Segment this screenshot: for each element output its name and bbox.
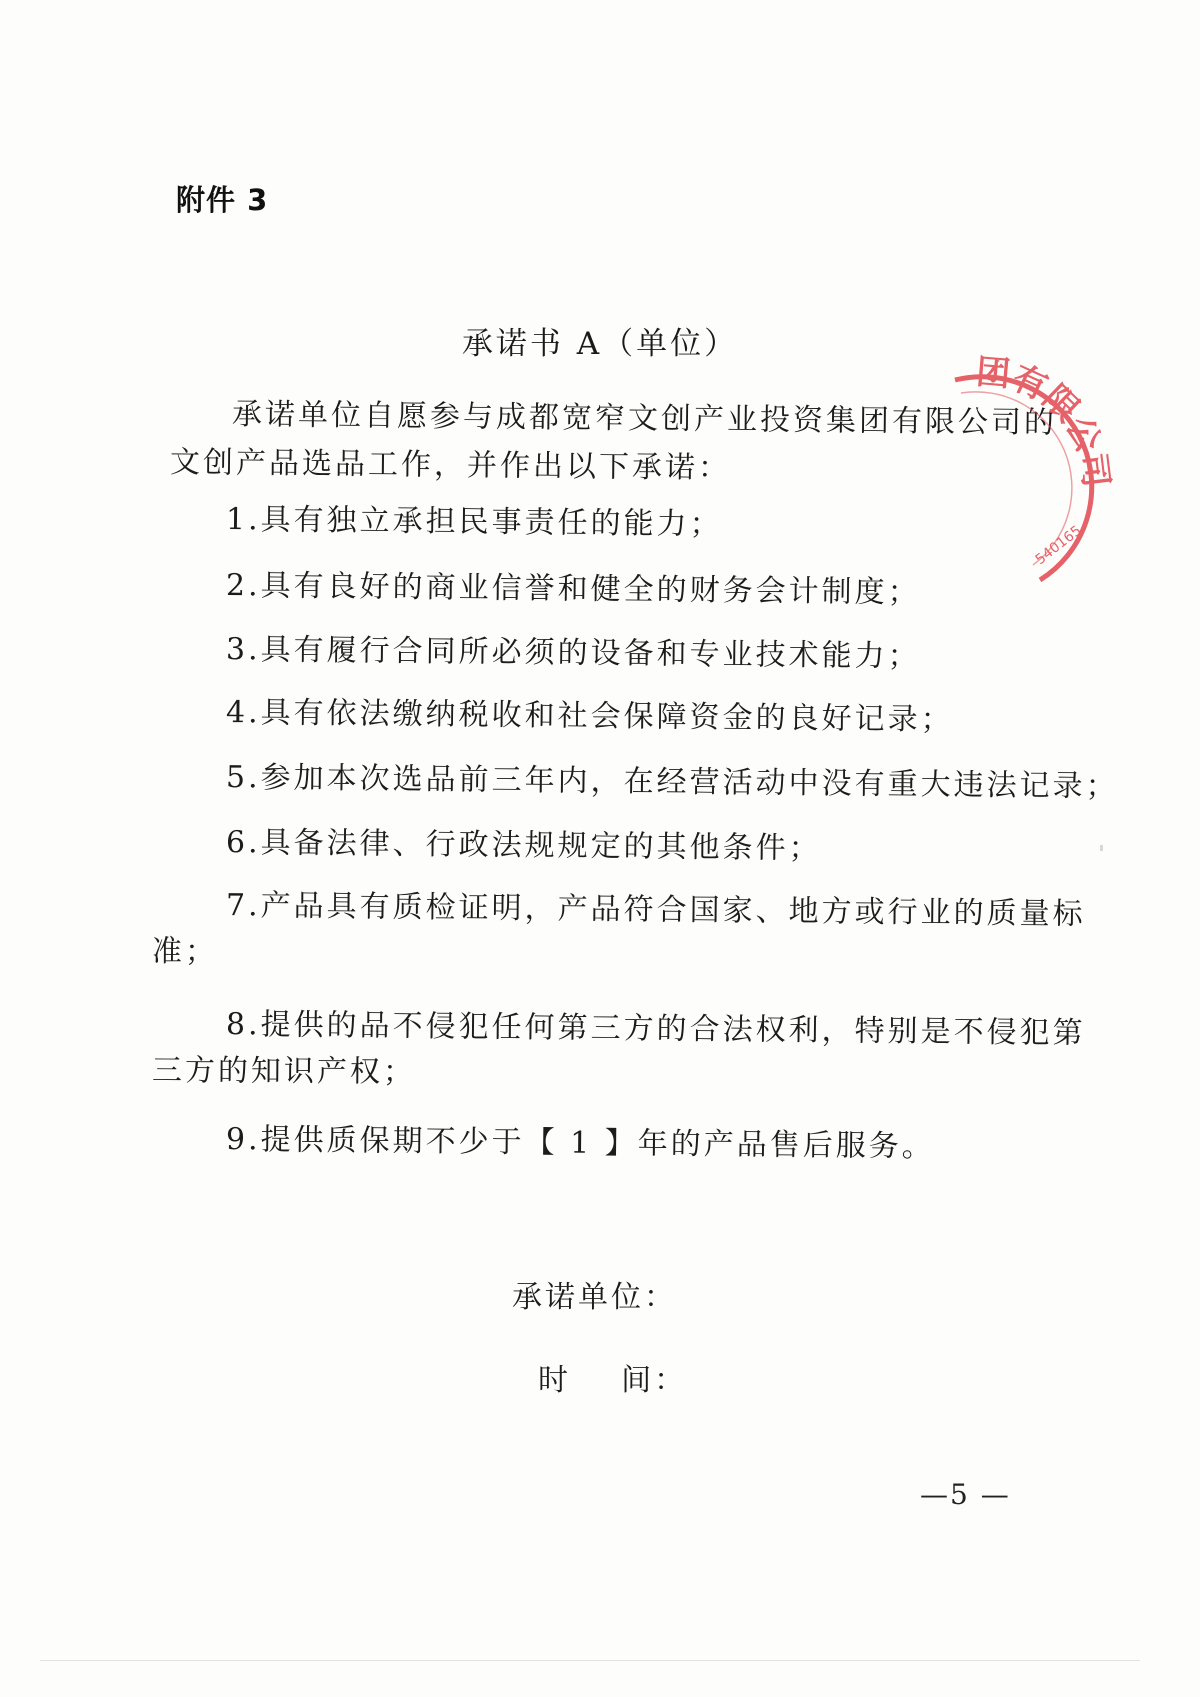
commitment-item-8: 8.提供的品不侵犯任何第三方的合法权利，特别是不侵犯第: [225, 1007, 1086, 1052]
company-seal-stamp: [915, 352, 1135, 585]
seal-text: 团有限公司: [974, 352, 1117, 490]
svg-text:540165: 540165: [1032, 522, 1085, 569]
signature-unit-label: 承诺单位：: [512, 1280, 677, 1315]
commitment-item-9: 9.提供质保期不少于【 1 】年的产品售后服务。: [225, 1122, 935, 1165]
commitment-item-4: 4.具有依法缴纳税收和社会保障资金的良好记录；: [225, 695, 954, 738]
commitment-item-7-continued: 准；: [151, 934, 219, 970]
intro-line-2: 文创产品选品工作，并作出以下承诺：: [169, 445, 732, 486]
commitment-item-1: 1.具有独立承担民事责任的能力；: [225, 502, 723, 543]
commitment-item-7: 7.产品具有质检证明，产品符合国家、地方或行业的质量标: [225, 888, 1086, 933]
signature-time-label: 时 间：: [538, 1363, 688, 1398]
page-number: —5 —: [920, 1478, 1011, 1511]
commitment-item-8-continued: 三方的知识产权；: [151, 1053, 417, 1090]
commitment-item-6: 6.具备法律、行政法规规定的其他条件；: [225, 825, 822, 867]
scan-bottom-edge: [40, 1660, 1140, 1661]
document-title: 承诺书 A（单位）: [461, 326, 739, 362]
commitment-item-3: 3.具有履行合同所必须的设备和专业技术能力；: [225, 632, 921, 675]
commitment-item-2: 2.具有良好的商业信誉和健全的财务会计制度；: [225, 568, 921, 611]
commitment-item-5: 5.参加本次选品前三年内，在经营活动中没有重大违法记录；: [225, 760, 1119, 805]
scan-speck: [1100, 845, 1103, 851]
intro-line-1: 承诺单位自愿参与成都宽窄文创产业投资集团有限公司的: [231, 397, 1058, 441]
attachment-label: 附件 3: [176, 183, 269, 217]
